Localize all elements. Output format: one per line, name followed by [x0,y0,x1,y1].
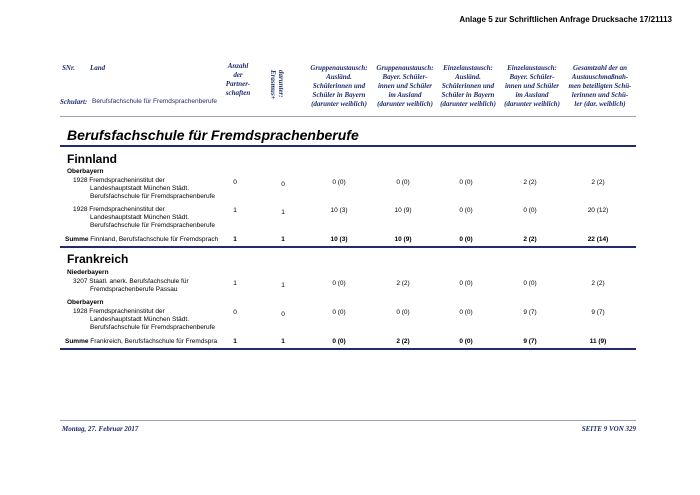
col-line: Schüler in Bayern [312,91,366,99]
column-header [0,62,700,110]
cell-group-bavarian: 2 (2) [396,280,410,287]
entry-line: Fremdsprachenberufe Passau [90,286,178,293]
sum-row [65,338,217,345]
col-anzahl-line: Partner- [225,80,251,88]
cell-total: 20 (12) [587,207,609,214]
sum-group-foreign: 10 (3) [330,236,348,243]
col-anzahl-line: der [233,71,243,79]
col-line: Bayer. Schüler- [509,73,555,81]
cell-partnerships: 1 [233,280,237,287]
sum-row [65,236,218,243]
col-line: Bayer. Schüler- [382,73,428,81]
entry-line: Berufsfachschule für Fremdsprachenberufe [90,222,216,229]
sum-partnerships: 1 [233,338,237,345]
cell-erasmus: 1 [281,209,285,216]
header-rule [60,116,636,117]
col-anzahl [218,62,258,98]
col-line: Schülerinnen und [312,82,366,90]
sum-label: Summe [65,338,89,345]
cell-partnerships: 0 [233,309,237,316]
col-line: Gruppenaustausch: [376,64,434,72]
col-line: lerinnen und Schü- [571,91,629,99]
cell-single-foreign: 0 (0) [459,280,473,287]
sum-erasmus: 1 [281,236,285,243]
cell-erasmus: 0 [281,311,285,318]
footer-date: Montag, 27. Februar 2017 [62,425,139,433]
sum-total: 11 (9) [589,338,607,345]
col-line: (darunter weiblich) [504,100,560,108]
col-snr: SNr. [62,64,76,72]
document-header: Anlage 5 zur Schriftlichen Anfrage Drucksache 17/21113 [459,15,672,24]
country-heading: Finnland [67,152,117,166]
region-heading: Oberbayern [67,168,104,175]
sum-single-bavarian: 9 (7) [523,338,537,345]
col-line: Gesamtzahl der an [572,64,628,72]
col-line: men beteiligten Schü- [568,82,632,90]
entry-line: 3207 Staatl. anerk. Berufsfachschule für [73,278,189,285]
col-line: (darunter weiblich) [311,100,367,108]
col-line: im Ausland [515,91,549,99]
table-row [73,278,189,294]
region-heading: Oberbayern [67,299,104,306]
col-total [564,64,636,109]
col-erasmus-line: Erasmus+ [269,70,277,100]
sum-single-foreign: 0 (0) [459,338,473,345]
col-schulart-label: Schulart: [60,98,88,106]
table-row [73,177,215,201]
sum-text: Frankreich, Berufsfachschule für Fremdspra [90,338,218,345]
cell-group-foreign: 10 (3) [330,207,348,214]
cell-group-bavarian: 10 (9) [394,207,412,214]
col-line: (darunter weiblich) [440,100,496,108]
col-group-bavarian [372,64,438,109]
cell-single-bavarian: 0 (0) [523,207,537,214]
cell-single-bavarian: 0 (0) [523,280,537,287]
sum-erasmus: 1 [281,338,285,345]
col-group-foreign [306,64,372,109]
cell-partnerships: 0 [233,179,237,186]
cell-total: 9 (7) [591,309,605,316]
entry-line: Berufsfachschule für Fremdsprachenberufe [90,324,216,331]
cell-single-bavarian: 9 (7) [523,309,537,316]
col-line: innen und Schüler [377,82,433,90]
section-title: Berufsfachschule für Fremdsprachenberufe [67,127,359,143]
sum-label: Summe [65,236,89,243]
entry-line: Landeshauptstadt München Städt. [90,214,190,221]
sum-total: 22 (14) [587,236,609,243]
sum-single-bavarian: 2 (2) [523,236,537,243]
table-row [73,206,215,230]
entry-line: 1928 Fremdspracheninstitut der [73,206,165,213]
cell-erasmus: 1 [281,282,285,289]
sum-group-foreign: 0 (0) [332,338,346,345]
col-line: Ausländ. [455,73,481,81]
sum-group-bavarian: 10 (9) [394,236,412,243]
col-line: im Ausland [388,91,422,99]
col-line: Schüler in Bayern [441,91,495,99]
cell-total: 2 (2) [591,179,605,186]
col-line: (darunter weiblich) [377,100,433,108]
sum-text: Finnland, Berufsfachschule für Fremdsprach [90,236,219,243]
region-heading: Niederbayern [67,269,109,276]
col-erasmus [269,70,285,100]
entry-line: 1928 Fremdspracheninstitut der [73,308,165,315]
col-erasmus-line: darunter: [277,70,285,98]
cell-single-foreign: 0 (0) [459,309,473,316]
table-row [73,308,215,332]
col-single-bavarian [500,64,564,109]
entry-line: Landeshauptstadt München Städt. [90,185,190,192]
cell-erasmus: 0 [281,181,285,188]
cell-group-bavarian: 0 (0) [396,309,410,316]
cell-partnerships: 1 [233,207,237,214]
footer-rule [60,420,636,421]
entry-line: Landeshauptstadt München Städt. [90,316,190,323]
col-single-foreign [436,64,500,109]
col-schulart-value: Berufsfachschule für Fremdsprachenberufe [92,98,218,105]
col-anzahl-line: schaften [225,89,251,97]
sum-single-foreign: 0 (0) [459,236,473,243]
sum-group-bavarian: 2 (2) [396,338,410,345]
col-line: Einzelaustausch: [507,64,557,72]
country-heading: Frankreich [67,252,129,266]
cell-single-foreign: 0 (0) [459,207,473,214]
col-anzahl-line: Anzahl [227,62,249,70]
cell-total: 2 (2) [591,280,605,287]
cell-group-bavarian: 0 (0) [396,179,410,186]
cell-single-foreign: 0 (0) [459,179,473,186]
col-line: innen und Schüler [504,82,560,90]
col-line: Austauschmaßnah- [571,73,629,81]
entry-line: Berufsfachschule für Fremdsprachenberufe [90,193,216,200]
col-line: Schülerinnen und [441,82,495,90]
section-rule [60,145,636,147]
sum-rule [60,246,636,248]
col-line: Ausländ. [326,73,352,81]
col-line: Gruppenaustausch: [310,64,368,72]
col-line: Einzelaustausch: [443,64,493,72]
cell-group-foreign: 0 (0) [332,280,346,287]
cell-group-foreign: 0 (0) [332,309,346,316]
entry-line: 1928 Fremdspracheninstitut der [73,177,165,184]
col-line: ler (dar. weiblich) [574,100,626,108]
footer-page: SEITE 9 VON 329 [581,425,636,433]
col-land: Land [90,64,106,72]
cell-group-foreign: 0 (0) [332,179,346,186]
cell-single-bavarian: 2 (2) [523,179,537,186]
sum-partnerships: 1 [233,236,237,243]
sum-rule [60,348,636,350]
